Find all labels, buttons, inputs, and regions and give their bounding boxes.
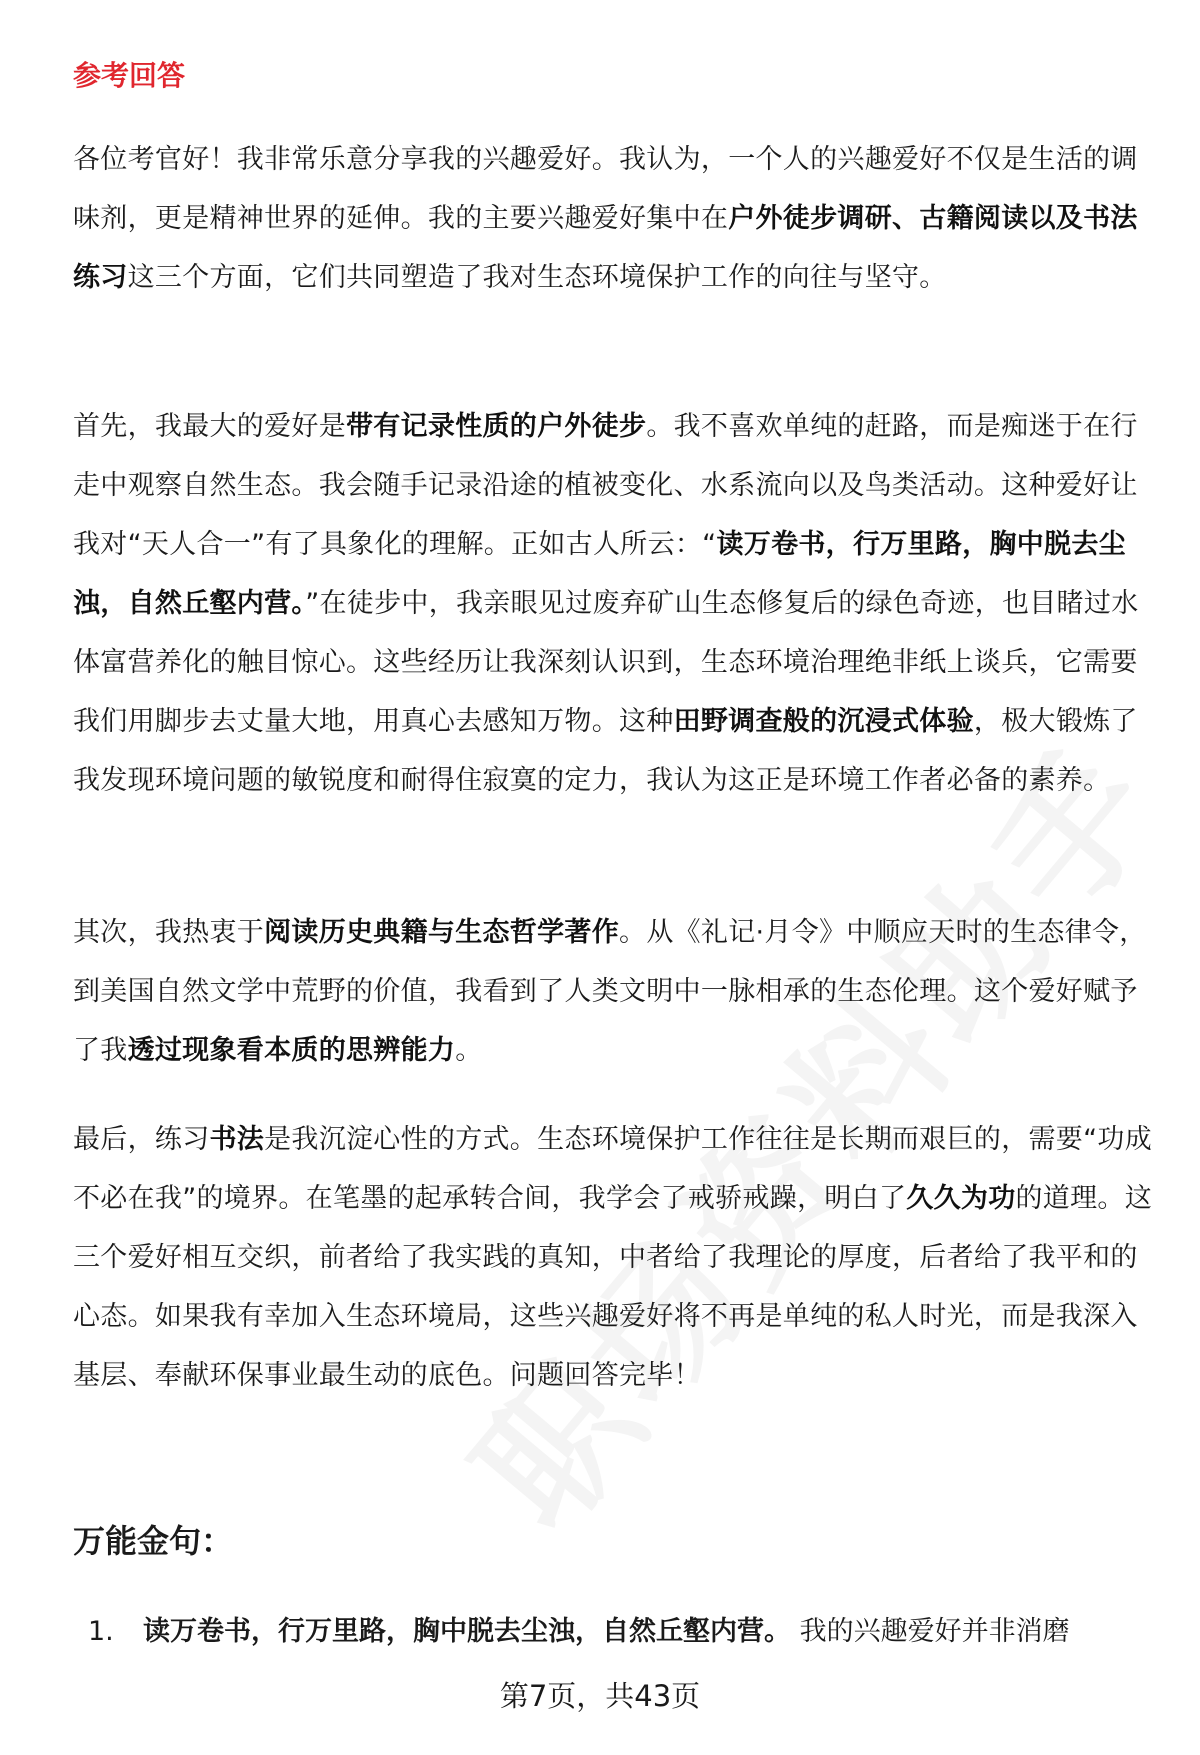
emphasis-text: 田野调查般的沉浸式体验 [673,706,974,737]
golden-sentences-heading: 万能金句： [73,1522,234,1560]
body-text: 各位考官好！我非常乐意分享我的兴趣爱好。我认为，一个人的兴趣爱好不仅是生活的调味剂，更是精神世界的延伸。我的主要兴趣爱好集中在 [73,144,1138,234]
emphasis-text: 带有记录性质的户外徒步 [346,411,647,442]
body-text: 这三个方面，它们共同塑造了我对生态环境保护工作的向往与坚守。 [127,262,947,293]
body-text: 。从《礼记·月令》中顺应天时的生态律令，到美国自然文学中荒野的价值，我看到了人类文明中一脉相承的生态伦理。这个爱好赋予了我 [73,917,1147,1066]
emphasis-text: 户外徒步调研、古籍阅读以及书法练习 [73,203,1138,293]
body-text: 。 [455,1035,483,1066]
emphasis-text: 透过现象看本质的思辨能力 [127,1035,456,1066]
body-text: ，极大锻炼了我发现环境问题的敏锐度和耐得住寂寞的定力，我认为这正是环境工作者必备的素养。 [73,706,1138,796]
list-item [73,1612,1153,1652]
emphasis-text: 阅读历史典籍与生态哲学著作 [264,917,620,948]
list-item-bold-text: 读万卷书，行万里路，胸中脱去尘浊，自然丘壑内营。 [143,1616,791,1647]
body-text: 。我不喜欢单纯的赶路，而是痴迷于在行走中观察自然生态。我会随手记录沿途的植被变化、水系流向以及鸟类活动。这种爱好让我对“天人合一”有了具象化的理解。正如古人所云：“ [73,411,1138,560]
golden-sentences-list [73,1612,1153,1652]
body-text: 首先，我最大的爱好是 [73,411,346,442]
emphasis-text: 读万卷书，行万里路，胸中脱去尘浊，自然丘壑内营。 [73,529,1126,619]
body-text: ”在徒步中，我亲眼见过废弃矿山生态修复后的绿色奇迹，也目睹过水体富营养化的触目惊心。这些经历让我深刻认识到，生态环境治理绝非纸上谈兵，它需要我们用脚步去丈量大地，用真心去感知万物。这种 [73,588,1139,737]
answer-paragraph-3 [73,903,1153,1080]
answer-paragraph-2 [73,397,1153,810]
body-text: 其次，我热衷于 [73,917,265,948]
emphasis-text: 久久为功 [906,1183,1016,1214]
answer-paragraph-4 [73,1110,1153,1405]
section-title: 参考回答 [73,59,186,92]
body-text: 是我沉淀心性的方式。生态环境保护工作往往是长期而艰巨的，需要“功成不必在我”的境界。在笔墨的起承转合间，我学会了戒骄戒躁，明白了 [73,1124,1152,1214]
list-item-text: 我的兴趣爱好并非消磨 [791,1616,1070,1647]
body-text: 最后，练习 [73,1124,210,1155]
emphasis-text: 书法 [209,1124,265,1155]
body-text: 的道理。这三个爱好相互交织，前者给了我实践的真知，中者给了我理论的厚度，后者给了我平和的心态。如果我有幸加入生态环境局，这些兴趣爱好将不再是单纯的私人时光，而是我深入基层、奉献环保事业最生动的底色。问题回答完毕！ [73,1183,1152,1391]
page-footer: 第7页，共43页 [499,1679,701,1713]
list-item-number: 1. [88,1616,114,1647]
answer-paragraph-1 [73,130,1153,307]
